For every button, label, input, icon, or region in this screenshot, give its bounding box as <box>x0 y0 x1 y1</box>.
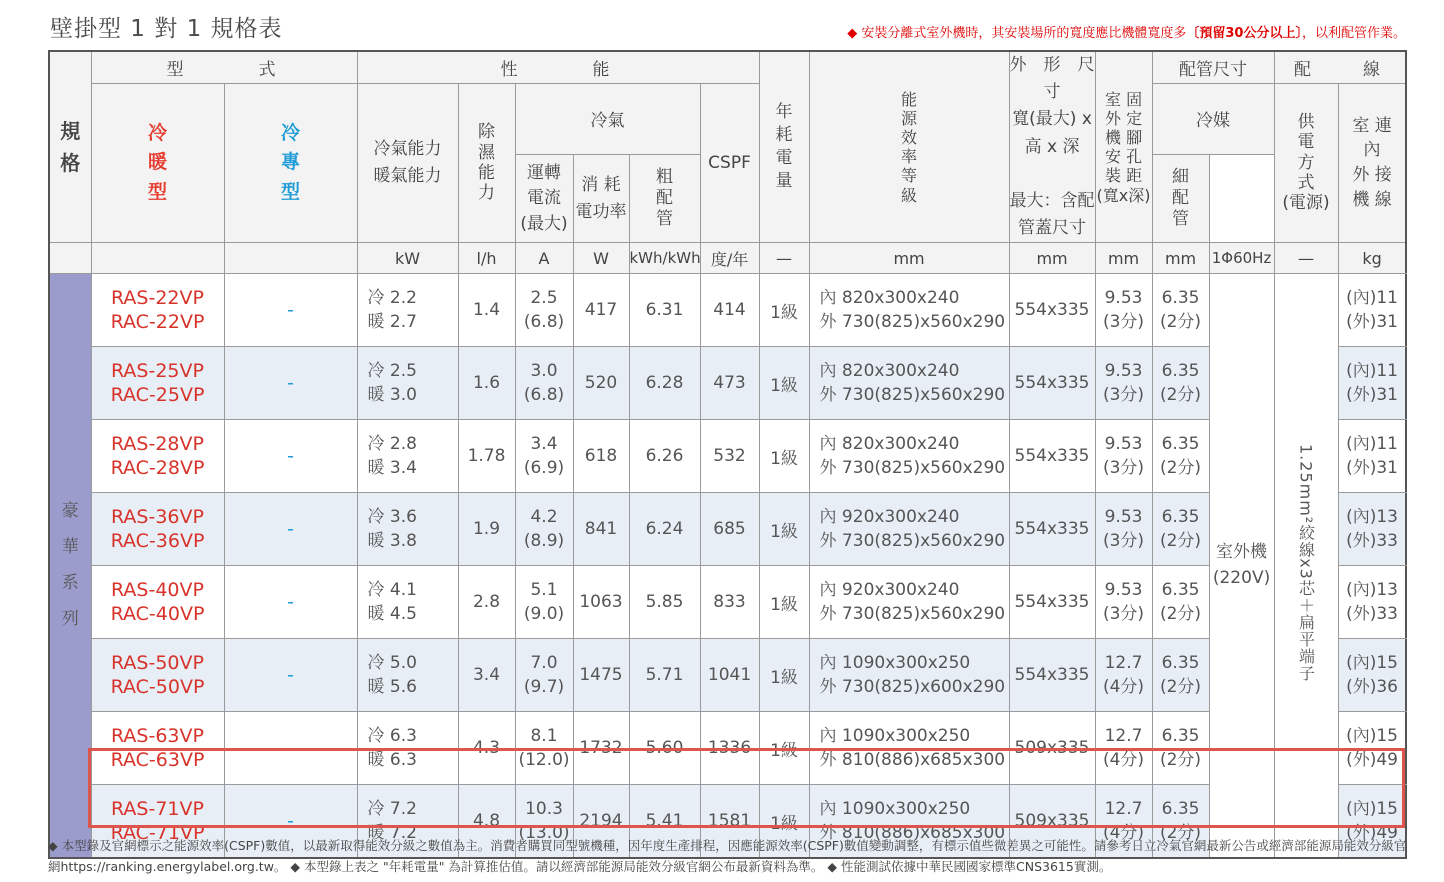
dimensions-cell: 內 1090x300x250 外 730(825)x600x290 <box>809 639 1009 712</box>
weight-cell: (內)15 (外)49 <box>1338 785 1406 859</box>
hole-cell: 554x335 <box>1009 420 1095 493</box>
thick-pipe-cell: 12.7 (4分) <box>1095 785 1152 859</box>
table-row <box>49 493 1406 566</box>
install-note-text: ◆ 安裝分離式室外機時，其安裝場所的寬度應比機體寬度多 <box>847 26 1187 41</box>
model-cell: RAS-71VP RAC-71VP <box>91 785 224 859</box>
dehumidify-cell: 4.3 <box>458 712 515 785</box>
power-cell: 1063 <box>573 566 629 639</box>
power-cell: 1732 <box>573 712 629 785</box>
capacity-cell: 冷 7.2 暖 7.2 <box>357 785 458 859</box>
dimensions-cell: 內 920x300x240 外 730(825)x560x290 <box>809 493 1009 566</box>
unit-kwh: kWh/kWh <box>629 243 700 274</box>
annual-cell: 833 <box>700 566 759 639</box>
hole-cell: 509x335 <box>1009 712 1095 785</box>
unit-hole: mm <box>1009 243 1095 274</box>
series-label: 豪 華 系 列 <box>49 274 91 859</box>
weight-cell: (內)15 (外)36 <box>1338 639 1406 712</box>
table-row <box>49 639 1406 712</box>
thick-pipe-cell: 12.7 (4分) <box>1095 639 1152 712</box>
unit-supply: 1Φ60Hz <box>1209 243 1274 274</box>
cspf-cell: 6.24 <box>629 493 700 566</box>
capacity-cell: 冷 5.0 暖 5.6 <box>357 639 458 712</box>
grade-cell: 1級 <box>759 639 809 712</box>
dehumidify-cell: 1.6 <box>458 347 515 420</box>
model-cell: RAS-63VP RAC-63VP <box>91 712 224 785</box>
weight-cell: (內)13 (外)33 <box>1338 493 1406 566</box>
dehumidify-cell: 1.4 <box>458 274 515 347</box>
model-cell: RAS-25VP RAC-25VP <box>91 347 224 420</box>
dimensions-header: 外 形 尺 寸 寬(最大) x 高 x 深 最大：含配管蓋尺寸 <box>1009 51 1095 243</box>
dehumidify-cell: 4.8 <box>458 785 515 859</box>
dimensions-cell: 內 1090x300x250 外 810(886)x685x300 <box>809 785 1009 859</box>
units-spacer <box>49 243 91 274</box>
capacity-cell: 冷 6.3 暖 6.3 <box>357 712 458 785</box>
hole-cell: 509x335 <box>1009 785 1095 859</box>
cspf-cell: 6.26 <box>629 420 700 493</box>
hole-cell: 554x335 <box>1009 347 1095 420</box>
dimensions-cell: 內 820x300x240 外 730(825)x560x290 <box>809 274 1009 347</box>
unit-thin: mm <box>1152 243 1209 274</box>
unit-thick: mm <box>1095 243 1152 274</box>
dimensions-cell: 內 1090x300x250 外 810(886)x685x300 <box>809 712 1009 785</box>
model-cell: RAS-28VP RAC-28VP <box>91 420 224 493</box>
table-row <box>49 712 1406 785</box>
cool-only-cell: - <box>224 420 357 493</box>
current-cell: 7.0 (9.7) <box>515 639 573 712</box>
cool-only-cell: - <box>224 639 357 712</box>
thin-pipe-header: 細 配 管 <box>1152 155 1209 243</box>
outdoor-hole-header: 室 固 外 定 機 腳 安 孔 裝 距 (寬x深) <box>1095 51 1152 243</box>
power-supply-header: 供 電 方 式 (電源) <box>1274 83 1338 243</box>
model-cell: RAS-40VP RAC-40VP <box>91 566 224 639</box>
power-supply-cell: 室外機 (220V) <box>1209 274 1274 859</box>
cool-only-cell: - <box>224 785 357 859</box>
thick-pipe-cell: 12.7 (4分) <box>1095 712 1152 785</box>
thick-pipe-cell: 9.53 (3分) <box>1095 420 1152 493</box>
grade-cell: 1級 <box>759 566 809 639</box>
hole-cell: 554x335 <box>1009 566 1095 639</box>
annual-cell: 532 <box>700 420 759 493</box>
thin-pipe-cell: 6.35 (2分) <box>1152 493 1209 566</box>
model-cell: RAS-36VP RAC-36VP <box>91 493 224 566</box>
current-cell: 2.5 (6.8) <box>515 274 573 347</box>
annual-cell: 1581 <box>700 785 759 859</box>
capacity-cell: 冷 2.8 暖 3.4 <box>357 420 458 493</box>
model-group-header: 型 式 <box>91 51 357 83</box>
capacity-cell: 冷 3.6 暖 3.8 <box>357 493 458 566</box>
cooling-header: 冷氣 <box>515 83 700 155</box>
wiring-cell: 1.25mm²絞線x3芯＋扁平端子 <box>1296 444 1316 683</box>
unit-a: A <box>515 243 573 274</box>
refrigerant-header: 冷媒 <box>1152 83 1274 155</box>
spec-header: 規 格 <box>49 51 91 243</box>
unit-kw: kW <box>357 243 458 274</box>
cspf-cell: 5.71 <box>629 639 700 712</box>
annual-cell: 1336 <box>700 712 759 785</box>
hole-cell: 554x335 <box>1009 493 1095 566</box>
cool-only-cell: - <box>224 712 357 785</box>
units-spacer <box>224 243 357 274</box>
annual-cell: 414 <box>700 274 759 347</box>
unit-grade: — <box>759 243 809 274</box>
unit-dims: mm <box>809 243 1009 274</box>
power-cell: 841 <box>573 493 629 566</box>
page-title: 壁掛型 1 對 1 規格表 <box>50 16 283 42</box>
current-header: 運轉 電流 (最大) <box>515 155 573 243</box>
weight-cell: (內)11 (外)31 <box>1338 274 1406 347</box>
thick-pipe-header: 粗 配 管 <box>629 155 700 243</box>
thick-pipe-cell: 9.53 (3分) <box>1095 274 1152 347</box>
table-row <box>49 420 1406 493</box>
current-cell: 3.4 (6.9) <box>515 420 573 493</box>
capacity-header: 冷氣能力 暖氣能力 <box>357 83 458 243</box>
cool-only-cell: - <box>224 274 357 347</box>
dehumidify-cell: 3.4 <box>458 639 515 712</box>
cool-only-header: 冷 專 型 <box>224 83 357 243</box>
table-row <box>49 347 1406 420</box>
wiring-group-header: 配 線 <box>1274 51 1406 83</box>
cspf-cell: 6.28 <box>629 347 700 420</box>
cool-only-cell: - <box>224 566 357 639</box>
power-cell: 417 <box>573 274 629 347</box>
grade-cell: 1級 <box>759 493 809 566</box>
weight-cell: (內)11 (外)31 <box>1338 347 1406 420</box>
power-cell: 520 <box>573 347 629 420</box>
weight-cell: (內)11 (外)31 <box>1338 420 1406 493</box>
annual-cell: 473 <box>700 347 759 420</box>
weight-cell: (內)13 (外)33 <box>1338 566 1406 639</box>
grade-cell: 1級 <box>759 420 809 493</box>
thin-pipe-cell: 6.35 (2分) <box>1152 566 1209 639</box>
table-row <box>49 274 1406 347</box>
dehumidify-cell: 1.9 <box>458 493 515 566</box>
thick-pipe-cell: 9.53 (3分) <box>1095 347 1152 420</box>
thin-pipe-cell: 6.35 (2分) <box>1152 274 1209 347</box>
thin-pipe-cell: 6.35 (2分) <box>1152 785 1209 859</box>
install-note <box>847 22 1406 41</box>
current-cell: 3.0 (6.8) <box>515 347 573 420</box>
connect-wire-header: 室 連 內 外 接 機 線 <box>1338 83 1406 243</box>
cspf-header: CSPF <box>700 83 759 243</box>
thick-pipe-cell: 9.53 (3分) <box>1095 566 1152 639</box>
performance-group-header: 性 能 <box>357 51 759 83</box>
cspf-cell: 5.60 <box>629 712 700 785</box>
table-row <box>49 566 1406 639</box>
footnotes: ◆ 本型錄及官網標示之能源效率(CSPF)數值，以最新取得能效分級之數值為主。消費者購買同型號機種，因年度生產排程，因應能源效率(CSPF)數值變動調整，有標示值些微差異之可能性。請參考日立冷氣官網最新公告或經濟部能源局能效分級官網https://ranking.energylabel.org.tw。 ◆ 本型錄上表之 "年耗電量" 為計算推估值。請以經濟部能源局能效分級官網公布最新資料為準。 ◆ 性能測試依據中華民國國家標準CNS3615實測。 <box>48 838 1407 874</box>
cool-heat-header: 冷 暖 型 <box>91 83 224 243</box>
model-cell: RAS-22VP RAC-22VP <box>91 274 224 347</box>
dehumidify-cell: 2.8 <box>458 566 515 639</box>
thin-pipe-cell: 6.35 (2分) <box>1152 712 1209 785</box>
spec-table <box>48 50 1407 859</box>
hole-cell: 554x335 <box>1009 274 1095 347</box>
dimensions-cell: 內 820x300x240 外 730(825)x560x290 <box>809 347 1009 420</box>
dehumidify-cell: 1.78 <box>458 420 515 493</box>
install-note-emphasis: 〔預留30公分以上〕 <box>1186 26 1302 41</box>
grade-cell: 1級 <box>759 785 809 859</box>
power-header: 消 耗 電功率 <box>573 155 629 243</box>
annual-consumption-header: 年 耗 電 量 <box>759 51 809 243</box>
dimensions-cell: 內 920x300x240 外 730(825)x560x290 <box>809 566 1009 639</box>
grade-cell: 1級 <box>759 347 809 420</box>
unit-w: W <box>573 243 629 274</box>
annual-cell: 1041 <box>700 639 759 712</box>
wiring-column <box>1274 274 1338 859</box>
current-cell: 5.1 (9.0) <box>515 566 573 639</box>
capacity-cell: 冷 2.5 暖 3.0 <box>357 347 458 420</box>
unit-annual: 度/年 <box>700 243 759 274</box>
install-note-suffix: ，以利配管作業。 <box>1301 26 1406 41</box>
grade-cell: 1級 <box>759 712 809 785</box>
cspf-cell: 6.31 <box>629 274 700 347</box>
current-cell: 8.1 (12.0) <box>515 712 573 785</box>
power-cell: 618 <box>573 420 629 493</box>
annual-cell: 685 <box>700 493 759 566</box>
current-cell: 4.2 (8.9) <box>515 493 573 566</box>
unit-lh: l/h <box>458 243 515 274</box>
unit-weight: kg <box>1338 243 1406 274</box>
energy-grade-header: 能 源 效 率 等 級 <box>809 51 1009 243</box>
units-spacer <box>91 243 224 274</box>
thin-pipe-cell: 6.35 (2分) <box>1152 347 1209 420</box>
power-cell: 2194 <box>573 785 629 859</box>
thin-pipe-cell: 6.35 (2分) <box>1152 420 1209 493</box>
dehumidify-header: 除 濕 能 力 <box>458 83 515 243</box>
hole-cell: 554x335 <box>1009 639 1095 712</box>
current-cell: 10.3 (13.0) <box>515 785 573 859</box>
unit-connect: — <box>1274 243 1338 274</box>
thin-pipe-cell: 6.35 (2分) <box>1152 639 1209 712</box>
cspf-cell: 5.41 <box>629 785 700 859</box>
cspf-cell: 5.85 <box>629 566 700 639</box>
weight-cell: (內)15 (外)49 <box>1338 712 1406 785</box>
capacity-cell: 冷 2.2 暖 2.7 <box>357 274 458 347</box>
dimensions-cell: 內 820x300x240 外 730(825)x560x290 <box>809 420 1009 493</box>
pipe-group-header: 配管尺寸 <box>1152 51 1274 83</box>
model-cell: RAS-50VP RAC-50VP <box>91 639 224 712</box>
power-cell: 1475 <box>573 639 629 712</box>
cool-only-cell: - <box>224 493 357 566</box>
thick-pipe-cell: 9.53 (3分) <box>1095 493 1152 566</box>
cool-only-cell: - <box>224 347 357 420</box>
grade-cell: 1級 <box>759 274 809 347</box>
capacity-cell: 冷 4.1 暖 4.5 <box>357 566 458 639</box>
